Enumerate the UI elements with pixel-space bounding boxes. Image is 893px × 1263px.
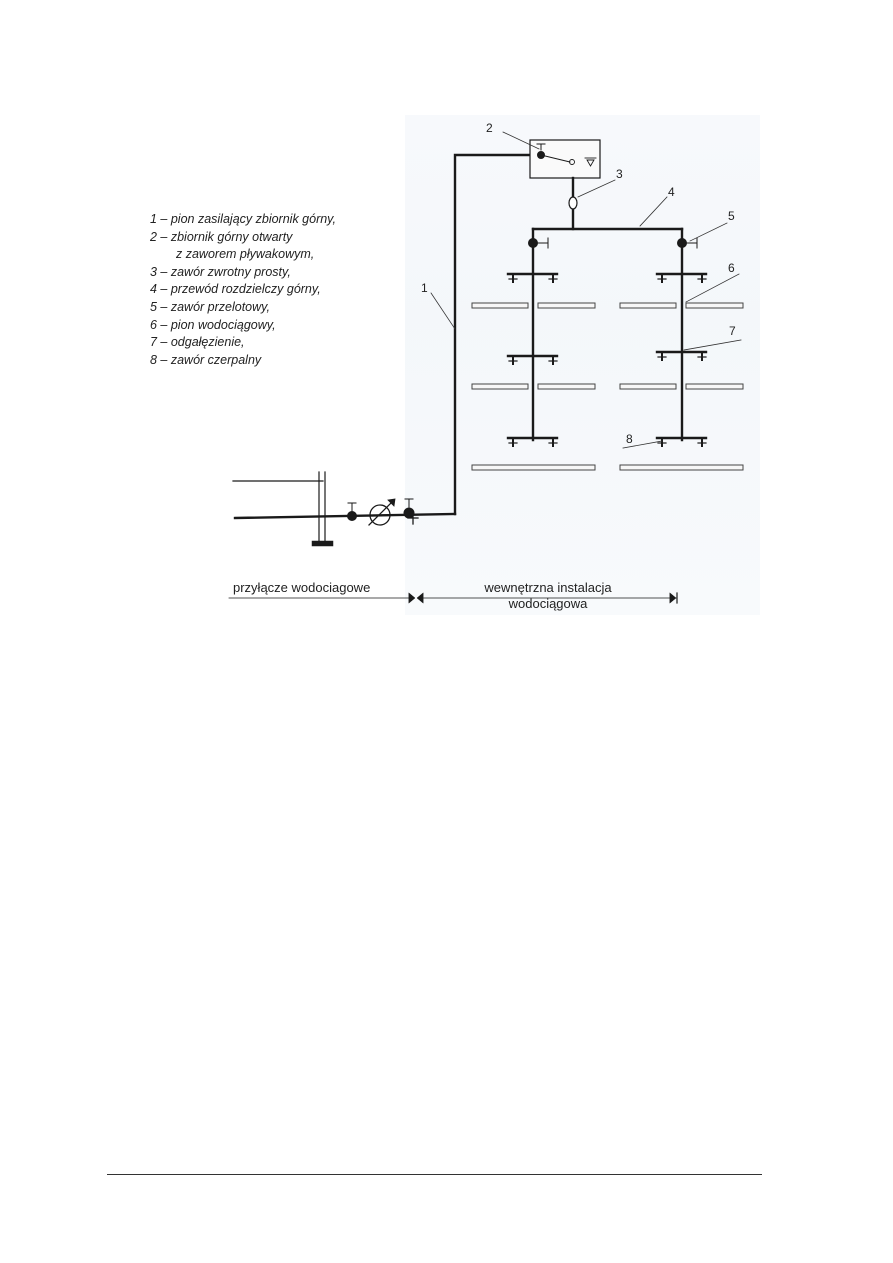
legend-item-6: 6 – pion wodociągowy, [150, 317, 276, 332]
callout-5: 5 [728, 209, 735, 223]
floor-slab [686, 303, 743, 308]
callout-8: 8 [626, 432, 633, 446]
valve-dot [348, 512, 357, 521]
top-tank [530, 140, 600, 178]
legend-item-4: 4 – przewód rozdzielczy górny, [150, 282, 321, 297]
check-valve [569, 178, 577, 229]
callout-3: 3 [616, 167, 623, 181]
legend-item-5: 5 – zawór przelotowy, [150, 299, 270, 314]
floor-slab [472, 384, 528, 389]
water-meter [369, 499, 395, 525]
callout-1: 1 [421, 281, 428, 295]
callout-leaders [431, 132, 741, 448]
legend-item-3: 3 – zawór zwrotny prosty, [150, 264, 291, 279]
dimension-label-connection: przyłącze wodociagowe [233, 580, 371, 595]
callout-4: 4 [668, 185, 675, 199]
service-connection [233, 472, 455, 546]
floor-slab [538, 384, 595, 389]
water-riser-left [508, 229, 557, 446]
legend-item-2: 2 – zbiornik górny otwarty [150, 229, 293, 244]
floor-slab [686, 384, 743, 389]
floor-slab [620, 303, 676, 308]
legend-item-8: 8 – zawór czerpalny [150, 352, 262, 367]
legend-item-7: 7 – odgałęzienie, [150, 335, 245, 350]
floor-slab [620, 465, 743, 470]
legend-item-2-continuation: z zaworem pływakowym, [176, 247, 315, 262]
callout-7: 7 [729, 324, 736, 338]
callout-6: 6 [728, 261, 735, 275]
floor-slab [472, 303, 528, 308]
callout-2: 2 [486, 121, 493, 135]
supply-riser-1 [455, 155, 540, 514]
legend-item-1: 1 – pion zasilający zbiornik górny, [150, 212, 336, 226]
dimension-label-internal-line1: wewnętrzna instalacja [484, 580, 612, 595]
floor-slab [472, 465, 595, 470]
floor-slab [538, 303, 595, 308]
dimension-label-internal-line2: wodociągowa [508, 596, 588, 611]
footer-rule [107, 1174, 762, 1175]
floor-slab [620, 384, 676, 389]
water-riser-right [657, 229, 706, 446]
